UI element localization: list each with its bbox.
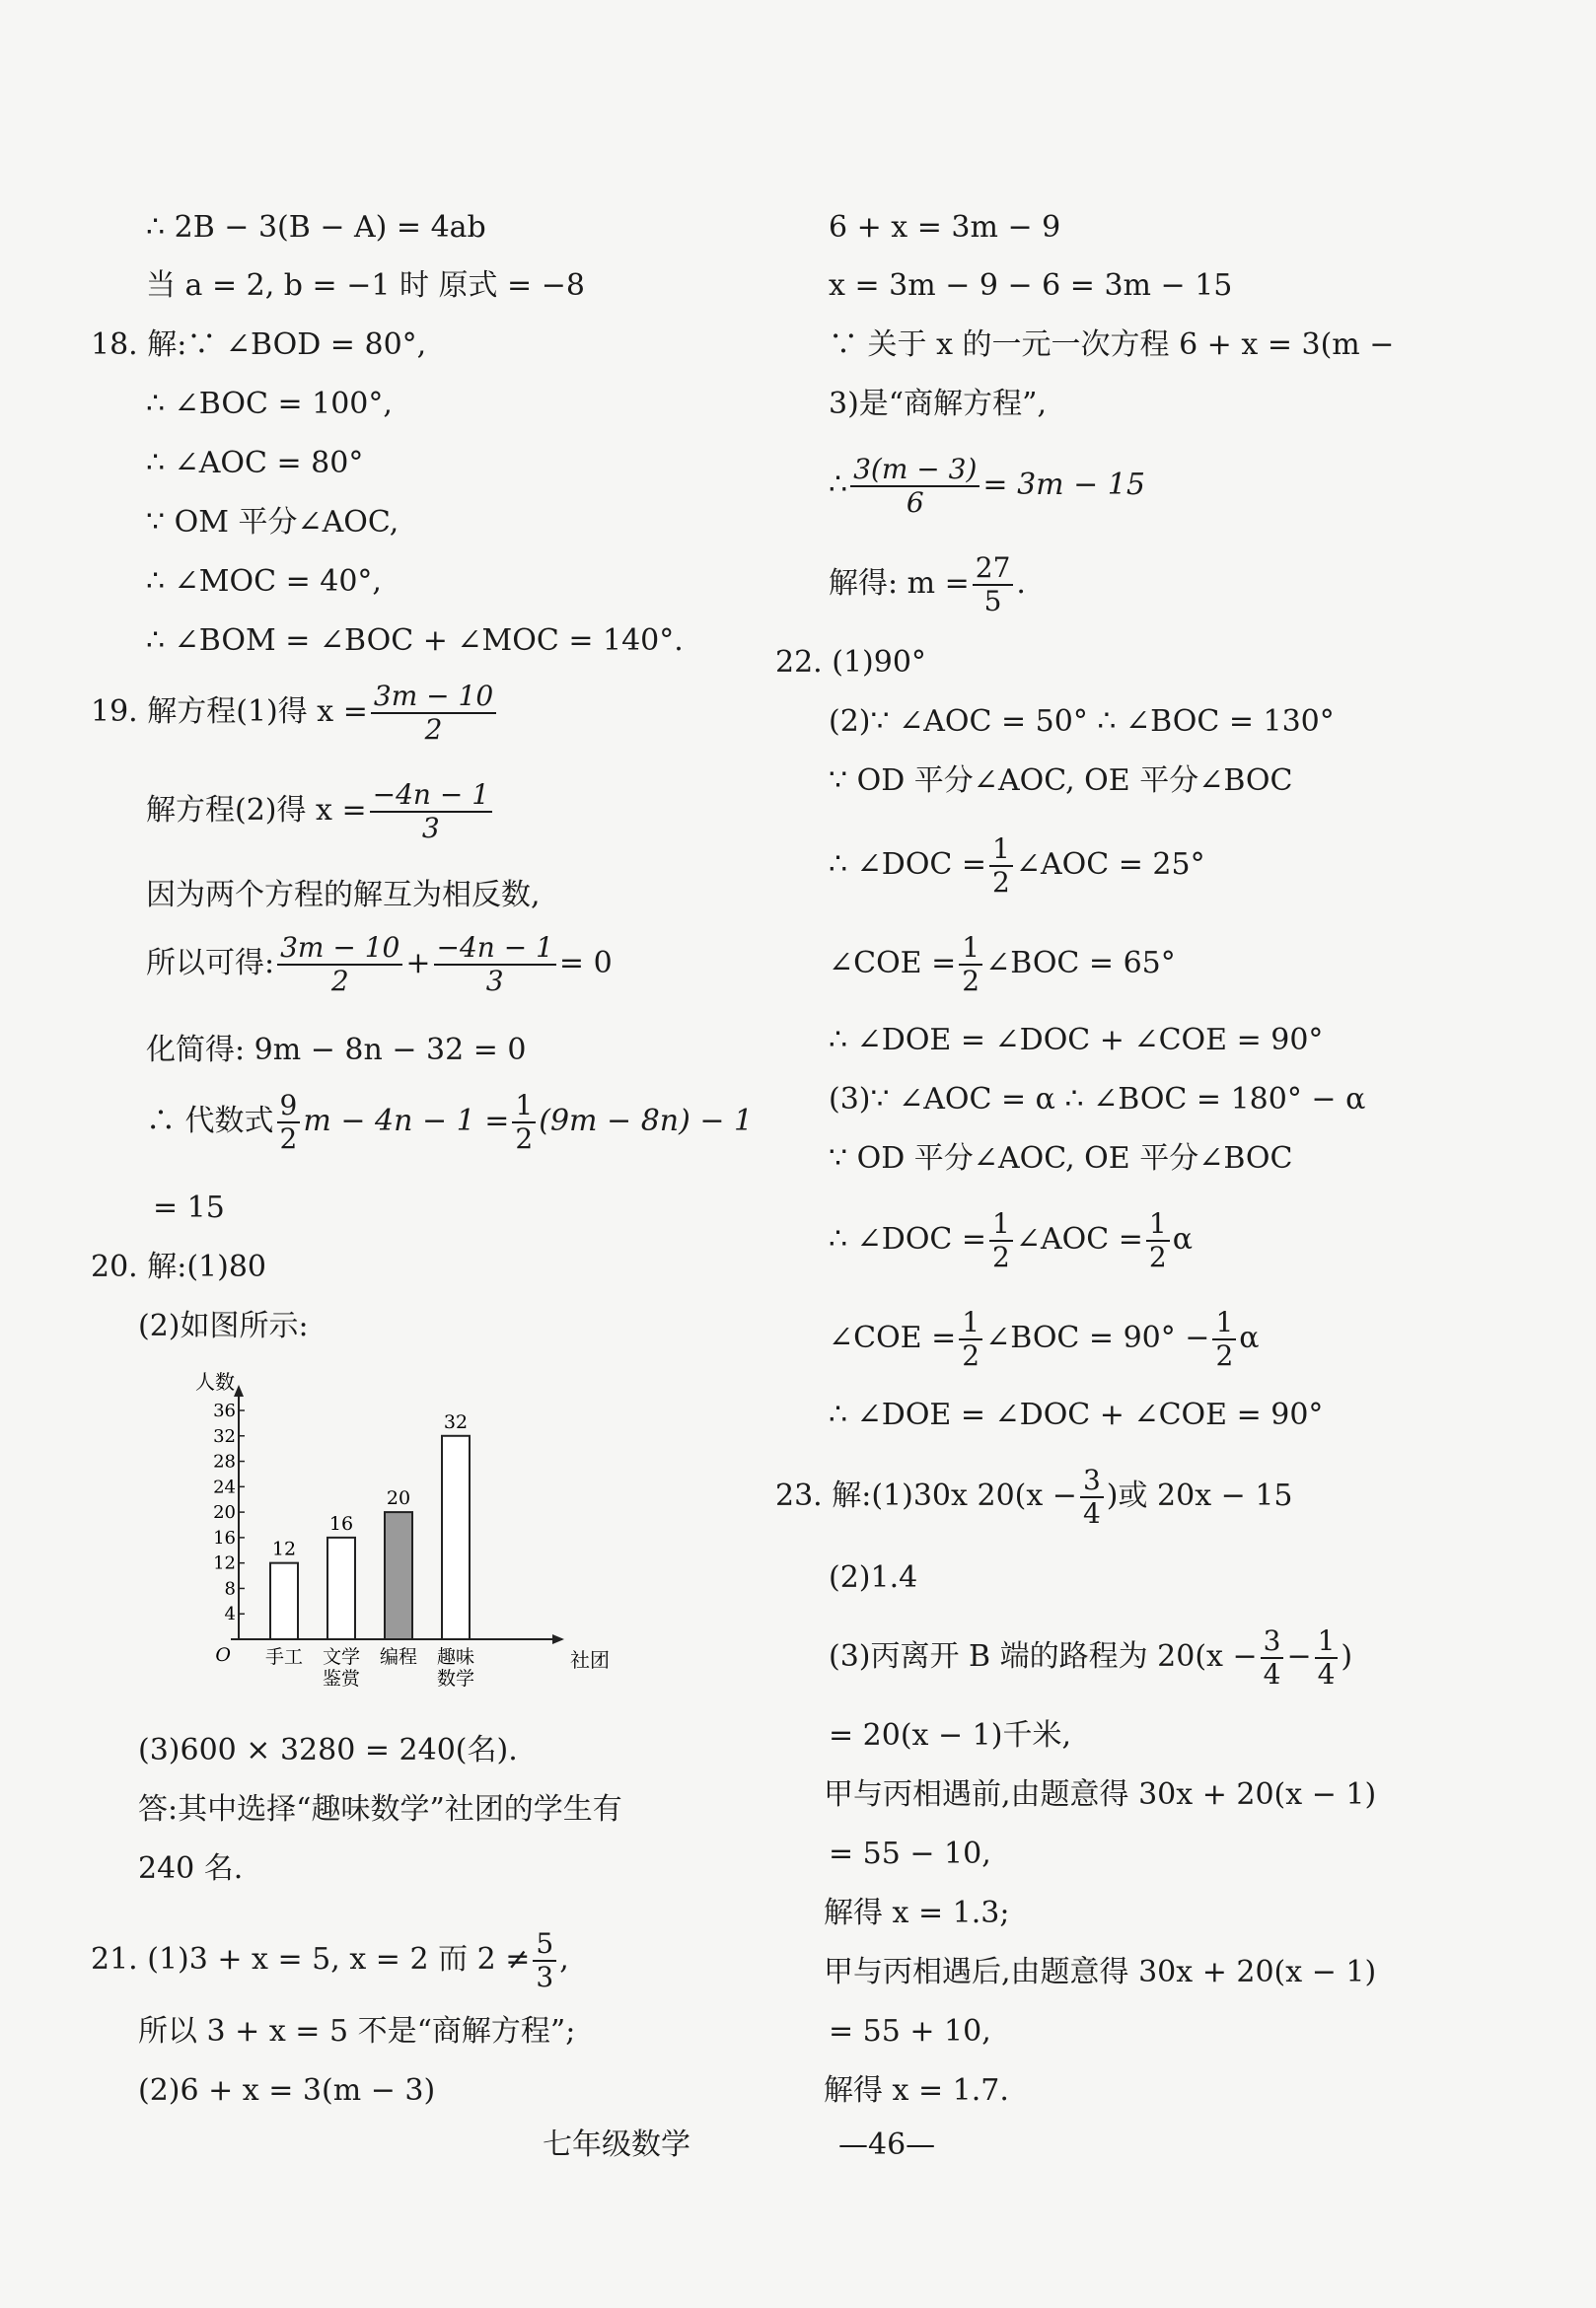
bar xyxy=(270,1563,298,1639)
q18-line-1: 18. 解:∵ ∠BOD = 80°, xyxy=(91,327,427,362)
q18-line-6: ∴ ∠BOM = ∠BOC + ∠MOC = 140°. xyxy=(146,623,684,658)
page-number: —46— xyxy=(838,2128,936,2162)
y-axis-arrow xyxy=(234,1385,244,1397)
q22-line-11: ∴ ∠DOE = ∠DOC + ∠COE = 90° xyxy=(829,1398,1324,1432)
bar-chart xyxy=(195,1370,621,1706)
category-label: 鉴赏 xyxy=(322,1668,361,1690)
q22-line-9: ∴ ∠DOC = $\frac{1}{2}$ ∠AOC = $\frac{1}{2}$ α xyxy=(829,1207,1193,1273)
fraction: $\frac{1}{2}$ xyxy=(959,1307,982,1372)
fraction: $\frac{1}{2}$ xyxy=(959,932,982,997)
q21c-line-3: ∵ 关于 x 的一元一次方程 6 + x = 3(m − xyxy=(829,327,1395,362)
q20-line-1: 20. 解:(1)80 xyxy=(91,1250,267,1284)
q18-line-4: ∵ OM 平分∠AOC, xyxy=(146,505,399,540)
y-tick-label: 28 xyxy=(213,1451,236,1473)
right-column xyxy=(769,0,1519,2308)
y-axis-label: 人数 xyxy=(195,1370,235,1394)
q23-line-10: 解得 x = 1.7. xyxy=(824,2073,1009,2108)
q23-line-8: 甲与丙相遇后,由题意得 30x + 20(x − 1) xyxy=(824,1955,1377,1989)
q21-line-2: 所以 3 + x = 5 不是“商解方程”; xyxy=(138,2014,576,2049)
q19-line-3: 因为两个方程的解互为相反数, xyxy=(146,878,541,912)
origin-label: O xyxy=(215,1644,231,1666)
q22-line-10: ∠COE = $\frac{1}{2}$ ∠BOC = 90° − $\frac{1}{2}$ α xyxy=(829,1306,1260,1372)
fraction: $\frac{1}{2}$ xyxy=(989,1208,1013,1273)
q18-line-5: ∴ ∠MOC = 40°, xyxy=(146,564,382,599)
fraction: $\frac{-4n - 1}{3}$ xyxy=(434,932,556,997)
q21c-line-5: ∴ $\frac{3(m - 3)}{6}$ = 3m − 15 xyxy=(829,453,1145,519)
q19-line-1: 19. 解方程(1)得 x = $\frac{3m - 10}{2}$ xyxy=(91,681,499,746)
q21c-line-2: x = 3m − 9 − 6 = 3m − 15 xyxy=(829,268,1233,303)
q23-line-2: (2)1.4 xyxy=(829,1560,918,1595)
bar xyxy=(327,1538,355,1639)
q19-line-2: 解方程(2)得 x = $\frac{-4n - 1}{3}$ xyxy=(146,779,495,844)
q22-line-5: ∠COE = $\frac{1}{2}$ ∠BOC = 65° xyxy=(829,931,1176,997)
q18-line-2: ∴ ∠BOC = 100°, xyxy=(146,387,393,421)
q18-line-3: ∴ ∠AOC = 80° xyxy=(146,446,364,480)
q23-line-1: 23. 解:(1)30x 20(x − $\frac{3}{4}$ )或 20x − 15 xyxy=(775,1464,1293,1530)
y-tick-label: 4 xyxy=(224,1604,236,1625)
y-tick-label: 8 xyxy=(224,1578,236,1600)
y-tick-label: 12 xyxy=(213,1552,236,1574)
footer-subject: 七年级数学 xyxy=(543,2128,690,2162)
q21-line-3: (2)6 + x = 3(m − 3) xyxy=(138,2073,436,2108)
fraction: $\frac{1}{4}$ xyxy=(1315,1625,1339,1691)
bar-value-label: 12 xyxy=(271,1538,297,1560)
q23-line-6: = 55 − 10, xyxy=(829,1837,991,1871)
fraction: $\frac{1}{2}$ xyxy=(512,1090,536,1155)
q20-line-4: 答:其中选择“趣味数学”社团的学生有 xyxy=(138,1792,622,1827)
fraction: $\frac{1}{2}$ xyxy=(989,833,1013,899)
category-label: 趣味 xyxy=(436,1646,475,1668)
left-column xyxy=(0,0,754,2308)
x-axis-arrow xyxy=(552,1634,564,1644)
q19-line-6: ∴ 代数式 $\frac{9}{2}$ m − 4n − 1 = $\frac{1}{2}$ (9m − 8n) − 1 xyxy=(146,1089,754,1155)
q23-line-4: = 20(x − 1)千米, xyxy=(829,1718,1072,1753)
q22-line-6: ∴ ∠DOE = ∠DOC + ∠COE = 90° xyxy=(829,1023,1324,1057)
q19-line-4: 所以可得: $\frac{3m - 10}{2}$ + $\frac{-4n - 1}{3}$ = 0 xyxy=(146,931,613,997)
bar-value-label: 16 xyxy=(328,1512,354,1535)
q21-line-1: 21. (1)3 + x = 5, x = 2 而 2 ≠ $\frac{5}{3}$ , xyxy=(91,1927,569,1993)
q20-line-2: (2)如图所示: xyxy=(138,1309,309,1343)
fraction: $\frac{1}{2}$ xyxy=(1146,1208,1170,1273)
q22-line-1: 22. (1)90° xyxy=(775,645,926,680)
fraction: $\frac{-4n - 1}{3}$ xyxy=(370,779,492,844)
fraction: $\frac{9}{2}$ xyxy=(277,1090,301,1155)
q23-line-5: 甲与丙相遇前,由题意得 30x + 20(x − 1) xyxy=(824,1777,1377,1812)
fraction: $\frac{3(m - 3)}{6}$ xyxy=(850,454,979,519)
fraction: $\frac{3m - 10}{2}$ xyxy=(371,681,496,746)
q22-line-4: ∴ ∠DOC = $\frac{1}{2}$ ∠AOC = 25° xyxy=(829,832,1205,899)
q19-line-5: 化简得: 9m − 8n − 32 = 0 xyxy=(146,1033,527,1067)
fraction: $\frac{3m - 10}{2}$ xyxy=(277,932,402,997)
q22-line-8: ∵ OD 平分∠AOC, OE 平分∠BOC xyxy=(829,1141,1293,1176)
category-label: 手工 xyxy=(264,1646,304,1668)
q23-line-9: = 55 + 10, xyxy=(829,2014,991,2049)
fraction: $\frac{3}{4}$ xyxy=(1080,1465,1104,1530)
fraction: $\frac{3}{4}$ xyxy=(1261,1625,1284,1691)
y-tick-label: 24 xyxy=(213,1477,236,1498)
q23-line-3: (3)丙离开 B 端的路程为 20(x − $\frac{3}{4}$ − $\frac{1}{4}$ ) xyxy=(829,1624,1353,1691)
category-label: 文学 xyxy=(322,1646,361,1668)
y-tick-label: 20 xyxy=(213,1502,236,1524)
category-label: 数学 xyxy=(436,1668,475,1690)
y-tick-label: 32 xyxy=(213,1425,236,1447)
bar xyxy=(442,1436,470,1639)
q22-line-7: (3)∵ ∠AOC = α ∴ ∠BOC = 180° − α xyxy=(829,1082,1366,1117)
y-tick-label: 16 xyxy=(213,1527,236,1549)
q21c-line-4: 3)是“商解方程”, xyxy=(829,387,1048,421)
q17-line-1: ∴ 2B − 3(B − A) = 4ab xyxy=(146,210,486,245)
bar xyxy=(385,1512,412,1639)
x-axis-label: 社团 xyxy=(570,1648,610,1672)
category-label: 编程 xyxy=(379,1646,418,1668)
q20-line-3: (3)600 × 3280 = 240(名). xyxy=(138,1733,518,1767)
q23-line-7: 解得 x = 1.3; xyxy=(824,1896,1010,1930)
y-tick-label: 36 xyxy=(213,1401,236,1421)
q17-line-2: 当 a = 2, b = −1 时 原式 = −8 xyxy=(146,268,585,303)
q21c-line-1: 6 + x = 3m − 9 xyxy=(829,210,1061,245)
q22-line-3: ∵ OD 平分∠AOC, OE 平分∠BOC xyxy=(829,763,1293,798)
fraction: $\frac{5}{3}$ xyxy=(533,1928,556,1993)
bar-value-label: 20 xyxy=(386,1487,411,1510)
q20-line-5: 240 名. xyxy=(138,1851,244,1886)
bar-value-label: 32 xyxy=(443,1410,469,1433)
q19-line-7: = 15 xyxy=(153,1190,225,1225)
q22-line-2: (2)∵ ∠AOC = 50° ∴ ∠BOC = 130° xyxy=(829,704,1335,739)
fraction: $\frac{1}{2}$ xyxy=(1212,1307,1236,1372)
q21c-line-6: 解得: m = $\frac{27}{5}$ . xyxy=(829,551,1026,617)
fraction: $\frac{27}{5}$ xyxy=(973,552,1014,617)
